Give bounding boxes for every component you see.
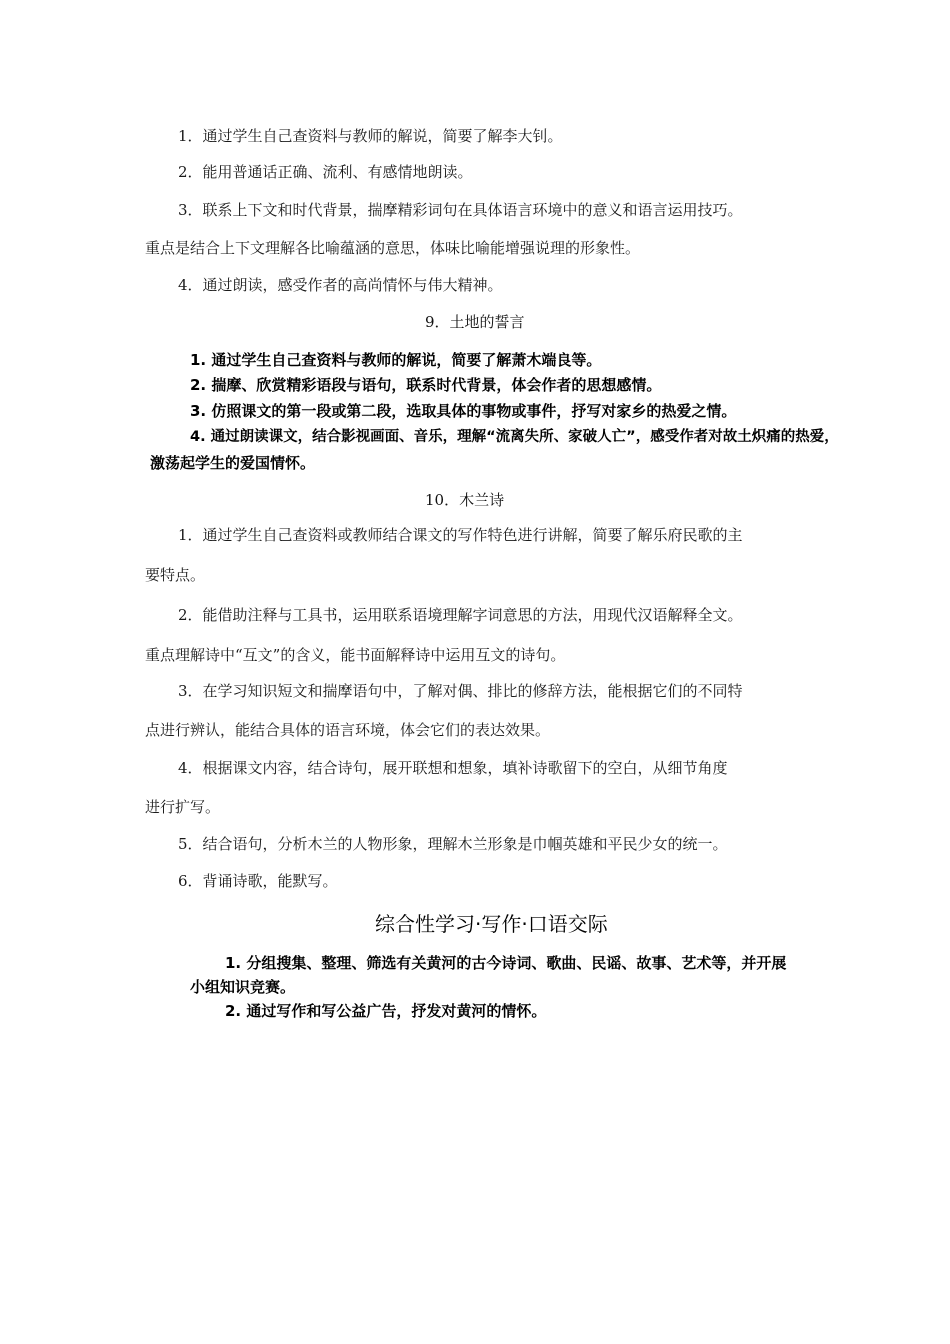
comp-objective-1-cont: 小组知识竞赛。: [190, 978, 296, 996]
s10-objective-3-cont: 点进行辨认，能结合具体的语言环境，体会它们的表达效果。: [145, 721, 551, 739]
s9-objective-4-cont: 激荡起学生的爱国情怀。: [150, 454, 316, 472]
li-objective-4: 4．通过朗读，感受作者的高尚情怀与伟大精神。: [178, 276, 503, 294]
s9-objective-4: 4. 通过朗读课文，结合影视画面、音乐，理解“流离失所、家破人亡”，感受作者对故土炽痛的热爱，: [190, 429, 839, 445]
s9-objective-3: 3. 仿照课文的第一段或第二段，选取具体的事物或事件，抒写对家乡的热爱之情。: [190, 402, 737, 420]
li-objective-3: 3．联系上下文和时代背景，揣摩精彩词句在具体语言环境中的意义和语言运用技巧。: [178, 201, 743, 219]
s10-objective-1-cont: 要特点。: [145, 566, 206, 584]
s10-objective-3: 3．在学习知识短文和揣摩语句中，了解对偶、排比的修辞方法，能根据它们的不同特: [178, 682, 743, 700]
s10-objective-1: 1．通过学生自己查资料或教师结合课文的写作特色进行讲解，简要了解乐府民歌的主: [178, 526, 743, 544]
comp-objective-2: 2. 通过写作和写公益广告，抒发对黄河的情怀。: [225, 1002, 547, 1020]
li-objective-1: 1．通过学生自己查资料与教师的解说，简要了解李大钊。: [178, 127, 563, 145]
s10-objective-4: 4．根据课文内容，结合诗句，展开联想和想象，填补诗歌留下的空白，从细节角度: [178, 759, 728, 777]
s10-objective-4-cont: 进行扩写。: [145, 798, 221, 816]
section-9-title: 9．土地的誓言: [425, 313, 525, 331]
s10-objective-2-cont: 重点理解诗中“互文”的含义，能书面解释诗中运用互文的诗句。: [145, 646, 566, 664]
comp-objective-1: 1. 分组搜集、整理、筛选有关黄河的古今诗词、歌曲、民谣、故事、艺术等，并开展: [225, 954, 787, 972]
s9-objective-1: 1. 通过学生自己查资料与教师的解说，简要了解萧木端良等。: [190, 351, 602, 369]
s10-objective-6: 6．背诵诗歌，能默写。: [178, 872, 338, 890]
s10-objective-5: 5．结合语句，分析木兰的人物形象，理解木兰形象是巾帼英雄和平民少女的统一。: [178, 835, 728, 853]
s10-objective-2: 2．能借助注释与工具书，运用联系语境理解字词意思的方法，用现代汉语解释全文。: [178, 606, 743, 624]
comprehensive-title: 综合性学习·写作·口语交际: [375, 912, 608, 936]
li-objective-2: 2．能用普通话正确、流利、有感情地朗读。: [178, 163, 473, 181]
s9-objective-2: 2. 揣摩、欣赏精彩语段与语句，联系时代背景，体会作者的思想感情。: [190, 376, 662, 394]
section-10-title: 10．木兰诗: [425, 491, 505, 509]
li-objective-3-cont: 重点是结合上下文理解各比喻蕴涵的意思，体味比喻能增强说理的形象性。: [145, 239, 641, 257]
